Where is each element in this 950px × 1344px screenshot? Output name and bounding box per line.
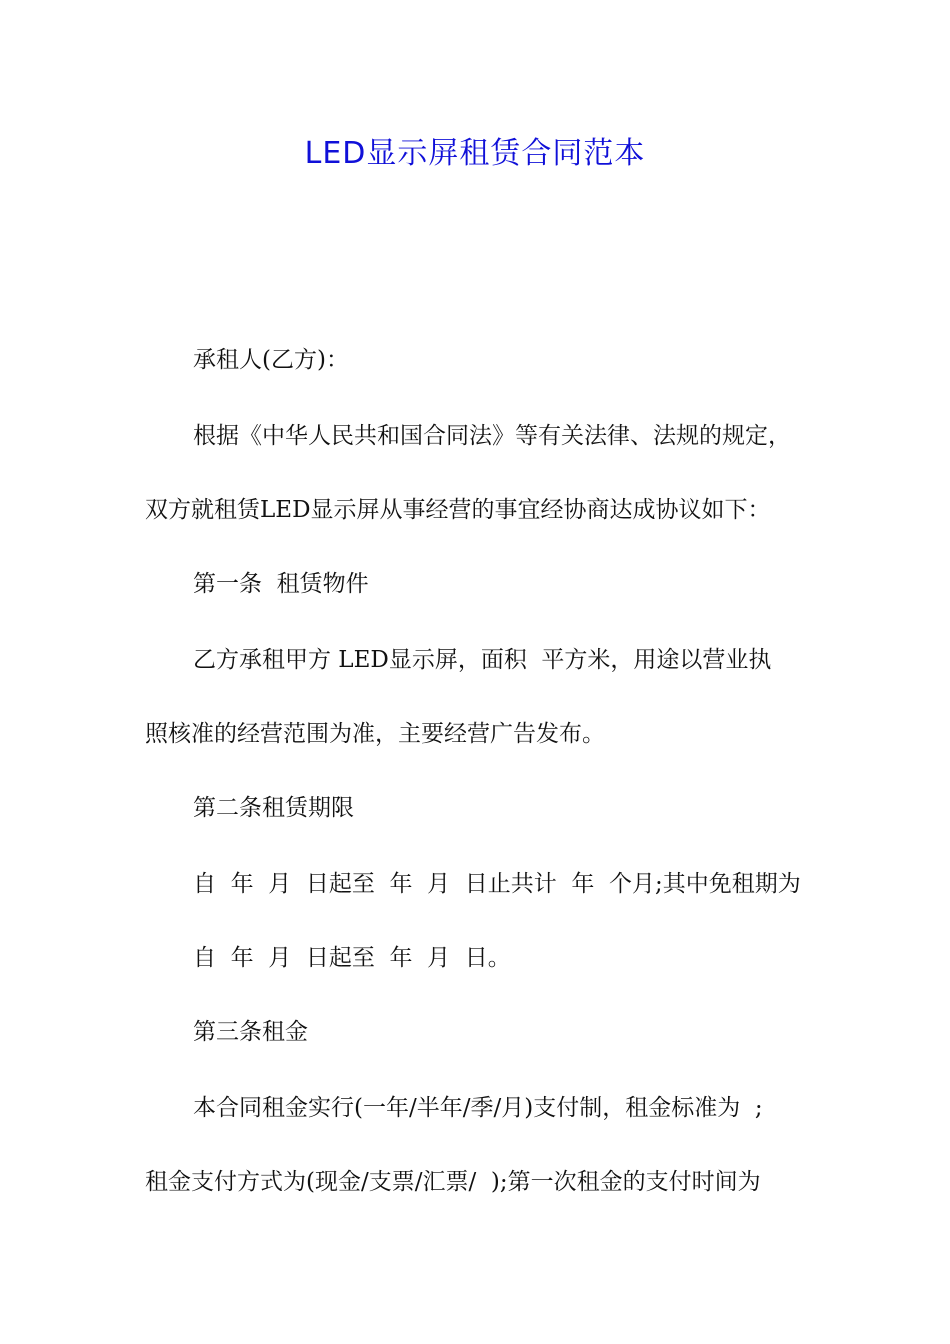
article-2-heading: 第二条租赁期限 — [193, 795, 354, 821]
article-1-text-line-1: 乙方承租甲方 LED显示屏，面积 平方米，用途以营业执 — [193, 647, 772, 673]
article-2-text-line-1: 自 年 月 日起至 年 月 日止共计 年 个月;其中免租期为 — [193, 871, 801, 897]
paragraph-intro-line-2: 双方就租赁LED显示屏从事经营的事宜经协商达成协议如下： — [145, 497, 771, 523]
article-1-text-line-2: 照核准的经营范围为准，主要经营广告发布。 — [145, 721, 605, 747]
document-title: LED显示屏租赁合同范本 — [304, 136, 646, 171]
article-2-text-line-2: 自 年 月 日起至 年 月 日。 — [193, 945, 511, 971]
article-3-heading: 第三条租金 — [193, 1019, 308, 1045]
paragraph-intro-line-1: 根据《中华人民共和国合同法》等有关法律、法规的规定， — [193, 423, 791, 449]
article-3-text-line-1: 本合同租金实行(一年/半年/季/月)支付制，租金标准为 ; — [193, 1095, 763, 1121]
paragraph-lessee: 承租人(乙方)： — [193, 347, 349, 373]
article-1-heading: 第一条 租赁物件 — [193, 571, 369, 597]
article-3-text-line-2: 租金支付方式为(现金/支票/汇票/ );第一次租金的支付时间为 — [145, 1169, 761, 1195]
